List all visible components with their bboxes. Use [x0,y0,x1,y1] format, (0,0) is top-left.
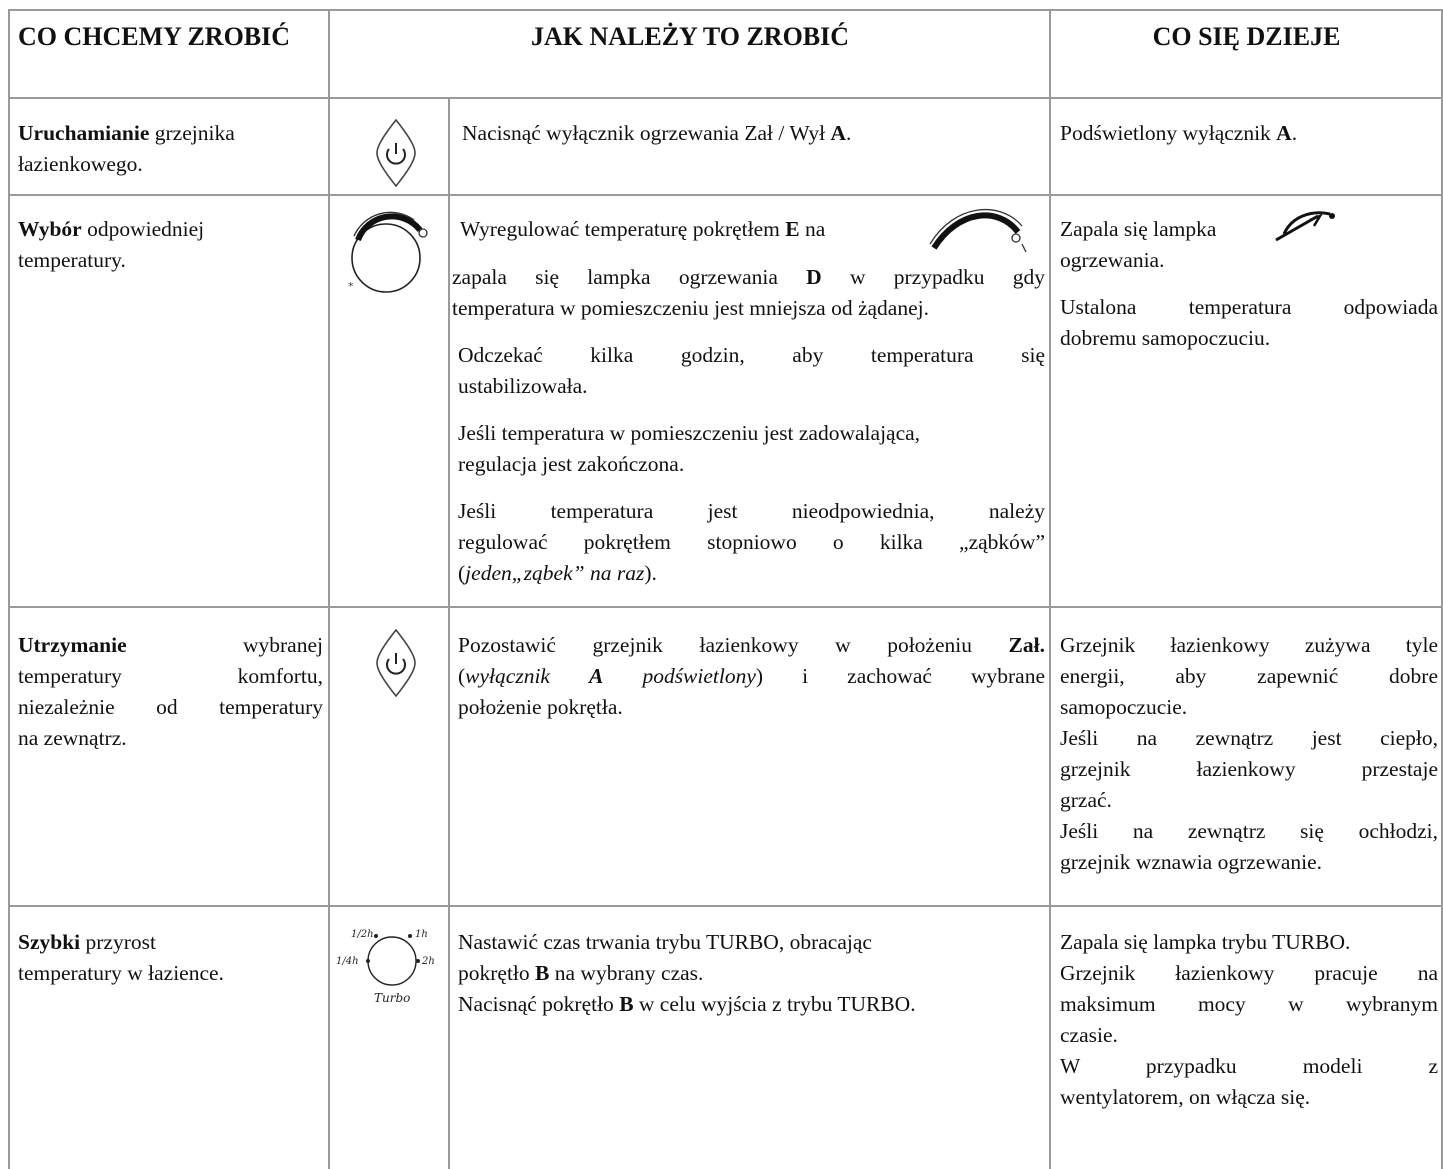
header-result: CO SIĘ DZIEJE [1152,22,1341,51]
row-divider-3 [8,606,1443,608]
dial-label-one-hour: 1h [415,929,428,940]
dial-label-two-hours: 2h [422,956,435,967]
row3-action: Pozostawić grzejnik łazienkowy w położeniu Zał. (wyłącznik A podświetlony) i zachować wybrane położenie pokrętła. [458,633,1045,719]
row4-result: Zapala się lampka trybu TURBO. Grzejnik łazienkowy pracuje na maksimum mocy w wybranym czasie. W przypadku modeli z wentylatorem, on włącza się. [1060,930,1438,1109]
row1-result: Podświetlony wyłącznik A. [1060,121,1298,145]
header-goal: CO CHCEMY ZROBIĆ [18,22,291,51]
turbo-timer-dial-icon [336,922,446,1014]
table-border-left [8,10,10,1169]
row4-goal: Szybki przyrost temperatury w łazience. [18,930,224,985]
table-divider-col1 [328,10,330,1169]
row1-goal: Uruchamianie grzejnika łazienkowego. [18,121,235,176]
table-border-top [8,9,1443,11]
row1-goal-bold: Uruchamianie [18,121,150,145]
row3-goal: Utrzymanie wybranej temperatury komfortu, niezależnie od temperatury na zewnątrz. [18,633,323,750]
row-divider-1 [8,97,1443,99]
row3-result: Grzejnik łazienkowy zużywa tyle energii, aby zapewnić dobre samopoczucie. Jeśli na zewnątrz jest ciepło, grzejnik łazienkowy przestaje grzać. Jeśli na zewnątrz się ochłodzi, grzejnik wznawia ogrzewanie. [1060,633,1438,874]
row1-action: Nacisnąć wyłącznik ogrzewania Zał / Wył A. [462,121,852,145]
row2-goal: Wybór odpowiedniej temperatury. [18,217,205,272]
table-divider-col3 [1049,10,1051,1169]
dial-label-quarter-hour: 1/4h [336,956,359,967]
header-how: JAK NALEŻY TO ZROBIĆ [530,22,850,51]
dial-label-turbo: Turbo [374,991,411,1005]
row-divider-2 [8,194,1443,196]
row2-result: Zapala się lampka ogrzewania. Ustalona temperatura odpowiada dobremu samopoczuciu. [1060,217,1438,350]
temperature-knob-icon [344,206,434,302]
row-divider-4 [8,905,1443,907]
row2-action: Wyregulować temperaturę pokrętłem E na zapala się lampka ogrzewania D w przypadku gdy temperatura w pomieszczeniu jest mniejsza od żądanej. Odczekać kilka godzin, aby temperatura się ustabilizowała. Jeśli temperatura w pomieszczeniu jest zadowalająca, regulacja jest zakończona. Jeśli temperatura jest nieodpowiednia, należy regulować pokrętłem stopniowo o kilka „ząbków” (jeden„ząbek” na raz). [452,217,1045,585]
power-button-icon [372,118,420,188]
power-button-icon-2 [372,628,420,698]
svg-text:*: * [348,280,354,293]
row4-action: Nastawić czas trwania trybu TURBO, obracając pokrętło B na wybrany czas. Nacisnąć pokrętło B w celu wyjścia z trybu TURBO. [458,930,916,1016]
dial-label-half-hour: 1/2h [351,929,374,940]
table-divider-icon [448,98,450,1169]
